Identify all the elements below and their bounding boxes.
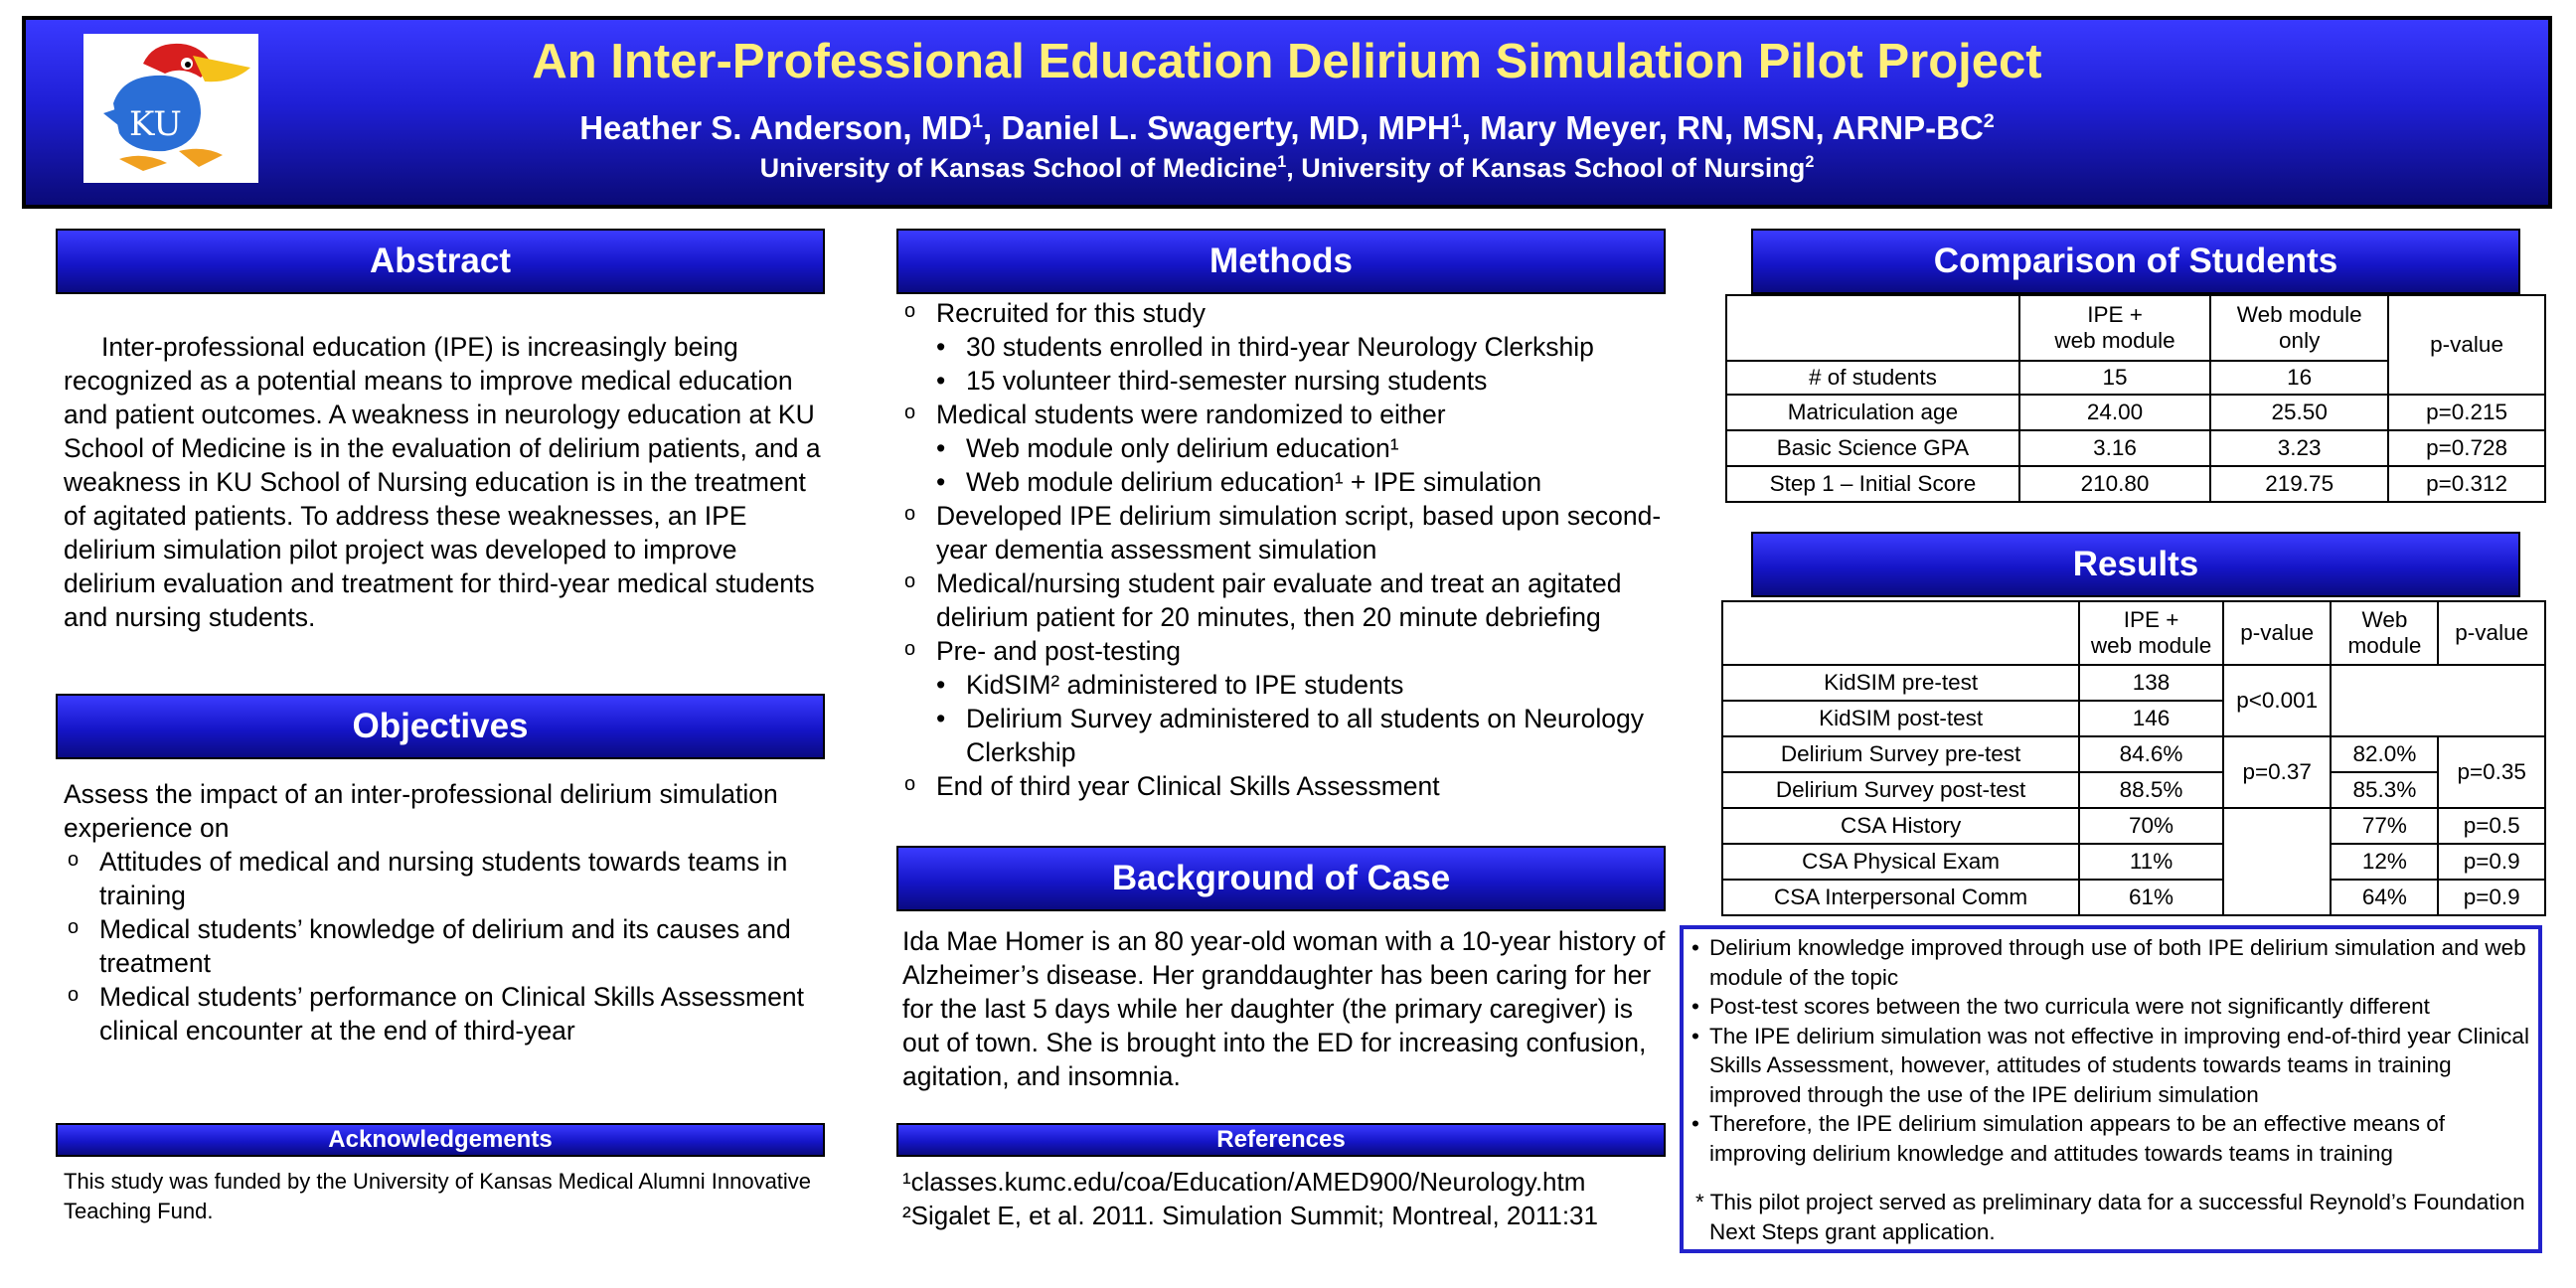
poster-title: An Inter-Professional Education Delirium Simulation Pilot Project [532,35,2042,88]
table-row [1722,736,2545,772]
table-cell: 24.00 [2019,395,2210,430]
table-header-row [1722,601,2545,665]
table-cell: 88.5% [2079,772,2223,808]
table-header: p-value [2388,295,2545,395]
table-header-row [1726,295,2545,361]
authors-line [26,109,2548,147]
list-item-text: Pre- and post-testing [936,636,1181,666]
table-cell: 15 [2019,361,2210,395]
table-header: Web module only [2210,295,2388,361]
list-item: • Post-test scores between the two curricula were not significantly different [1690,992,2532,1022]
objectives-intro: Assess the impact of an inter-professional delirium simulation experience on [64,779,778,843]
list-item: o End of third year Clinical Skills Assessment [900,769,1676,803]
table-cell: Basic Science GPA [1726,430,2019,466]
comparison-table [1725,294,2546,503]
affiliation: University of Kansas School of Medicine [759,153,1278,183]
sub-item: • 30 students enrolled in third-year Neurology Clerkship [900,330,1676,364]
table-cell: p=0.9 [2438,880,2545,915]
svg-text:KU: KU [129,104,182,144]
table-cell: p<0.001 [2223,665,2332,736]
sub-item: • Delirium Survey administered to all students on Neurology Clerkship [900,702,1676,769]
table-row [1722,844,2545,880]
list-item: • The IPE delirium simulation was not effective in improving end-of-third year Clinical Skills Assessment, however, attitudes of students towards teams in training improved through the use of the IPE delirium simulation [1690,1022,2532,1110]
table-cell: 11% [2079,844,2223,880]
table-cell: p=0.215 [2388,395,2545,430]
author: Heather S. Anderson, MD [579,109,973,146]
conclusions-footnote: * This pilot project served as preliminary data for a successful Reynold’s Foundation Next Steps grant application. [1695,1190,2525,1244]
references-heading: References [896,1123,1666,1157]
methods-body [900,296,1676,803]
table-row [1722,772,2545,808]
table-header: IPE + web module [2079,601,2223,665]
abstract-text: Inter-professional education (IPE) is increasingly being recognized as a potential means to improve medical education and patient outcomes. A weakness in neurology education at KU School of Medicine is in the evaluation of delirium patients, and a weakness in KU School of Nursing education is in the treatment of agitated patients. To address these weaknesses, an IPE delirium simulation pilot project was developed to improve delirium evaluation and treatment for third-year medical students and nursing students. [64,332,821,632]
sub-list [900,668,1676,769]
table-row [1722,665,2545,701]
separator: , [1286,153,1302,183]
table-cell: Delirium Survey post-test [1722,772,2079,808]
poster-header [22,16,2552,209]
table-cell: 82.0% [2331,736,2438,772]
table-cell: 146 [2079,701,2223,736]
table-header: p-value [2223,601,2332,665]
sub-item: • Web module delirium education¹ + IPE simulation [900,465,1676,499]
table-cell: KidSIM pre-test [1722,665,2079,701]
table-cell: 85.3% [2331,772,2438,808]
table-header: Web module [2331,601,2438,665]
separator: , [983,109,1002,146]
author-affiliation-mark: 1 [1450,110,1462,132]
table-cell: CSA Interpersonal Comm [1722,880,2079,915]
table-cell: CSA History [1722,808,2079,844]
sub-list [900,431,1676,499]
author: Mary Meyer, RN, MSN, ARNP-BC [1480,109,1984,146]
reference-item: ²Sigalet E, et al. 2011. Simulation Summit; Montreal, 2011:31 [902,1201,1598,1230]
list-item: • Therefore, the IPE delirium simulation appears to be an effective means of improving delirium knowledge and attitudes towards teams in training [1690,1109,2532,1168]
background-heading: Background of Case [896,846,1666,911]
author-affiliation-mark: 2 [1983,110,1995,132]
author: Daniel L. Swagerty, MD, MPH [1001,109,1451,146]
table-cell: p=0.312 [2388,466,2545,502]
table-cell [2223,808,2332,915]
list-item [900,296,1676,398]
sub-item: • KidSIM² administered to IPE students [900,668,1676,702]
results-heading: Results [1751,532,2520,597]
methods-list [900,296,1676,803]
reference-item: ¹classes.kumc.edu/coa/Education/AMED900/Neurology.htm [902,1167,1586,1197]
list-item [900,634,1676,769]
separator: , [1461,109,1481,146]
table-cell: p=0.37 [2223,736,2332,808]
table-cell [1726,295,2019,361]
table-row [1726,395,2545,430]
objectives-body [64,777,835,1047]
list-item-text: Recruited for this study [936,298,1207,328]
abstract-heading: Abstract [56,229,825,294]
table-cell: p=0.9 [2438,844,2545,880]
comparison-heading: Comparison of Students [1751,229,2520,294]
table-cell: 77% [2331,808,2438,844]
sub-list [900,330,1676,398]
objectives-heading: Objectives [56,694,825,759]
conclusions-list [1690,933,2532,1168]
table-cell: 12% [2331,844,2438,880]
list-item-text: Medical students were randomized to either [936,400,1446,429]
acknowledgements-text: This study was funded by the University of Kansas Medical Alumni Innovative Teaching Fund. [64,1169,812,1223]
table-cell: 70% [2079,808,2223,844]
affiliation: University of Kansas School of Nursing [1301,153,1806,183]
conclusions-box [1680,925,2542,1253]
table-cell: 25.50 [2210,395,2388,430]
table-cell [2331,665,2545,736]
table-cell: KidSIM post-test [1722,701,2079,736]
table-cell: 210.80 [2019,466,2210,502]
table-cell: p=0.728 [2388,430,2545,466]
objectives-list [64,845,835,1047]
table-cell: p=0.35 [2438,736,2545,808]
affiliations-line [26,153,2548,184]
table-cell: Step 1 – Initial Score [1726,466,2019,502]
table-cell: 16 [2210,361,2388,395]
table-cell: 64% [2331,880,2438,915]
background-text: Ida Mae Homer is an 80 year-old woman with a 10-year history of Alzheimer’s disease. Her granddaughter has been caring for her for the last 5 days while her daughter (the primary caregiver) is out of town. She is brought into the ED for increasing confusion, agitation, and insomnia. [902,926,1666,1091]
list-item: o Medical/nursing student pair evaluate and treat an agitated delirium patient for 20 minutes, then 20 minute debriefing [900,566,1676,634]
list-item [900,398,1676,499]
list-item: o Attitudes of medical and nursing students towards teams in training [64,845,835,912]
table-cell: 3.16 [2019,430,2210,466]
table-cell: Matriculation age [1726,395,2019,430]
table-cell: CSA Physical Exam [1722,844,2079,880]
table-header: p-value [2438,601,2545,665]
affiliation-mark: 2 [1805,153,1815,171]
table-cell: 61% [2079,880,2223,915]
list-item: • Delirium knowledge improved through use of both IPE delirium simulation and web module of the topic [1690,933,2532,992]
table-cell: 138 [2079,665,2223,701]
table-row [1722,808,2545,844]
sub-item: • Web module only delirium education¹ [900,431,1676,465]
table-cell: p=0.5 [2438,808,2545,844]
list-item: o Developed IPE delirium simulation script, based upon second-year dementia assessment simulation [900,499,1676,566]
table-row [1726,430,2545,466]
table-cell: 219.75 [2210,466,2388,502]
sub-item: • 15 volunteer third-semester nursing students [900,364,1676,398]
list-item: o Medical students’ performance on Clinical Skills Assessment clinical encounter at the end of third-year [64,980,835,1047]
table-header: IPE + web module [2019,295,2210,361]
references-list [902,1165,1678,1232]
table-row [1726,466,2545,502]
table-row [1722,880,2545,915]
author-affiliation-mark: 1 [972,110,984,132]
affiliation-mark: 1 [1277,153,1287,171]
table-cell: # of students [1726,361,2019,395]
acknowledgements-heading: Acknowledgements [56,1123,825,1157]
methods-heading: Methods [896,229,1666,294]
results-table [1721,600,2546,916]
table-cell: 3.23 [2210,430,2388,466]
table-cell: Delirium Survey pre-test [1722,736,2079,772]
list-item: o Medical students’ knowledge of delirium and its causes and treatment [64,912,835,980]
table-cell [1722,601,2079,665]
table-cell: 84.6% [2079,736,2223,772]
